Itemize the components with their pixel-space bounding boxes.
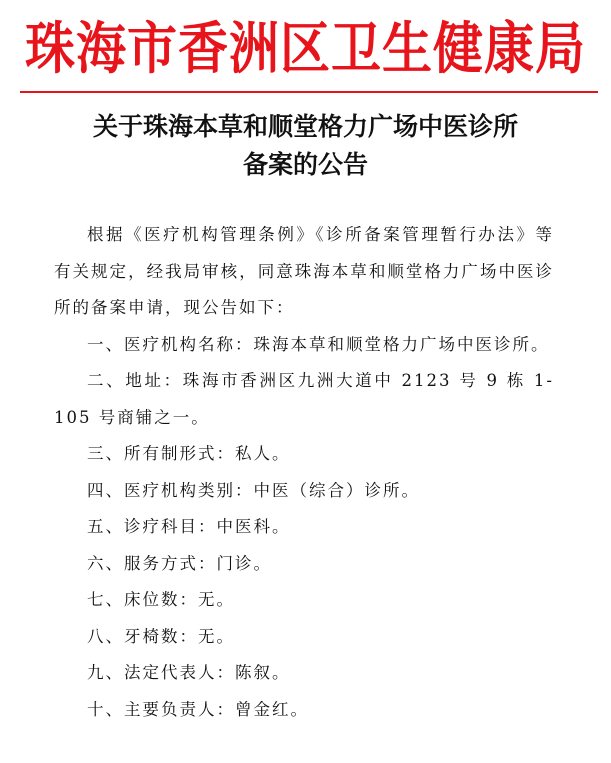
item-service-mode: 六、服务方式：门诊。 [87, 553, 272, 573]
letterhead-red-rule [20, 91, 598, 93]
item-dental-chairs: 八、牙椅数：无。 [87, 626, 235, 646]
item-legal-representative: 九、法定代表人：陈叙。 [87, 663, 291, 682]
document-body [54, 217, 554, 728]
item-address: 二、地址：珠海市香洲区九洲大道中 2123 号 9 栋 1-105 号商铺之一。 [54, 371, 554, 427]
intro-paragraph: 根据《医疗机构管理条例》《诊所备案管理暂行办法》等有关规定，经我局审核，同意珠海本草和顺堂格力广场中医诊所的备案申请，现公告如下： [54, 225, 554, 317]
title-line-2: 备案的公告 [242, 150, 368, 179]
title-line-1: 关于珠海本草和顺堂格力广场中医诊所 [92, 112, 518, 141]
item-category: 四、医疗机构类别：中医（综合）诊所。 [87, 480, 420, 500]
item-ownership: 三、所有制形式：私人。 [87, 444, 291, 463]
item-principal: 十、主要负责人：曾金红。 [87, 699, 309, 719]
letterhead-agency-name: 珠海市香洲区卫生健康局 [25, 16, 586, 82]
item-department: 五、诊疗科目：中医科。 [87, 517, 291, 536]
item-beds: 七、床位数：无。 [87, 590, 235, 609]
document-title [0, 108, 611, 184]
item-institution-name: 一、医疗机构名称：珠海本草和顺堂格力广场中医诊所。 [87, 334, 550, 354]
